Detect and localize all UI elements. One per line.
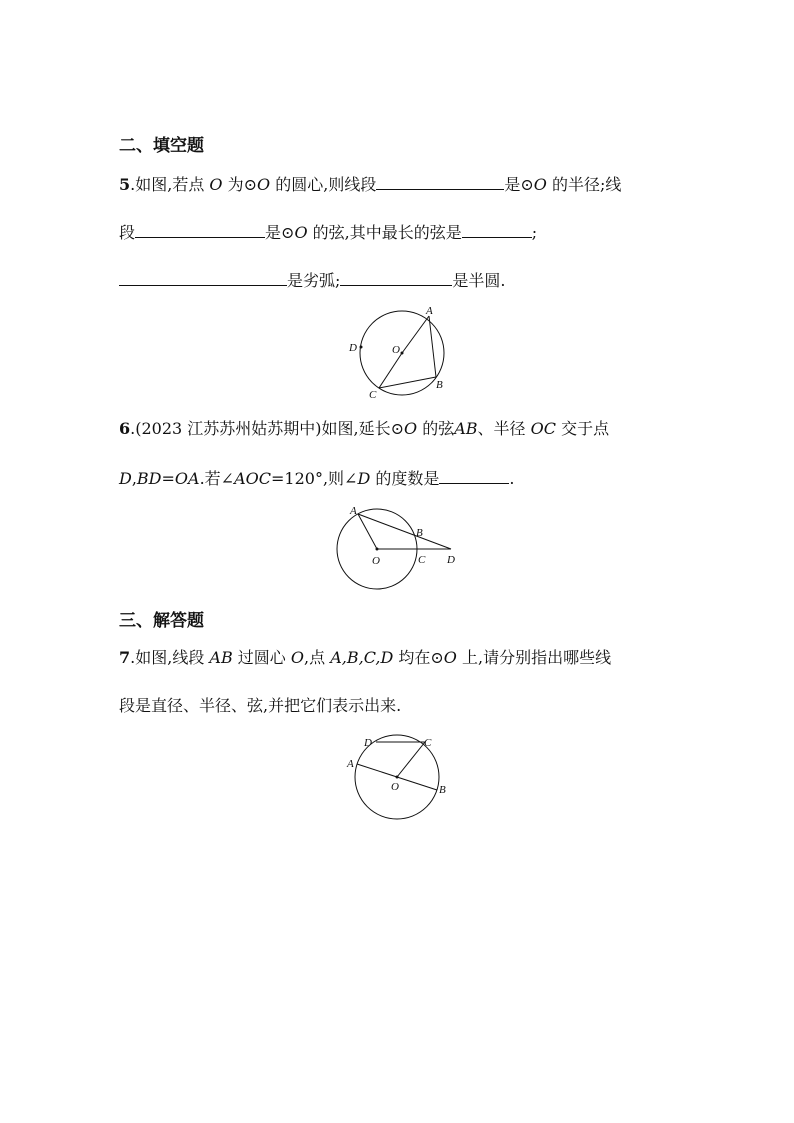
- q5-line-1: 5.如图,若点 O 为⊙O 的圆心,则线段 是⊙O 的半径;线: [119, 175, 622, 194]
- q5-number: 5: [119, 175, 131, 194]
- q6-label-b: B: [416, 527, 423, 539]
- q6-line-1: 6.(2023 江苏苏州姑苏期中)如图,延长⊙O 的弦AB、半径 OC 交于点: [119, 419, 610, 438]
- q5-blank-chords[interactable]: [135, 221, 265, 238]
- q7-label-a: A: [347, 758, 354, 770]
- q6-blank-angle-d[interactable]: [439, 467, 509, 484]
- q6-circle-figure: [330, 500, 465, 596]
- q6-label-d: D: [447, 554, 455, 566]
- q5-label-b: B: [436, 379, 443, 391]
- q5-label-a: A: [426, 305, 433, 317]
- q5-blank-radius[interactable]: [376, 173, 504, 190]
- q7-label-c: C: [424, 737, 432, 749]
- q7-circle-figure: [340, 730, 455, 825]
- section-title-solve: 三、解答题: [119, 611, 204, 631]
- q5-circle-figure: [340, 300, 460, 404]
- q7-line-1: 7.如图,线段 AB 过圆心 O,点 A,B,C,D 均在⊙O 上,请分别指出哪些线: [119, 648, 612, 667]
- q5-blank-minor-arc[interactable]: [119, 269, 287, 286]
- q6-label-c: C: [418, 554, 426, 566]
- q7-label-d: D: [364, 737, 372, 749]
- q7-number: 7: [119, 648, 131, 667]
- q6-label-o: O: [372, 555, 380, 567]
- q7-label-o: O: [391, 781, 399, 793]
- q6-label-a: A: [350, 505, 357, 517]
- q6-number: 6: [119, 419, 131, 438]
- q7-label-b: B: [439, 784, 446, 796]
- q5-label-c: C: [369, 389, 377, 401]
- q6-line-2: D,BD=OA.若∠AOC=120°,则∠D 的度数是 .: [119, 469, 515, 488]
- q5-blank-longest-chord[interactable]: [462, 221, 532, 238]
- q5-label-d: D: [349, 342, 357, 354]
- q7-line-2: 段是直径、半径、弦,并把它们表示出来.: [119, 696, 402, 715]
- q5-label-o: O: [392, 344, 400, 356]
- q5-line-3: 是劣弧; 是半圆.: [119, 269, 506, 291]
- section-title-fill-blank: 二、填空题: [119, 136, 204, 156]
- q5-line-2: 段 是⊙O 的弦,其中最长的弦是 ;: [119, 223, 538, 242]
- q5-blank-semicircle[interactable]: [340, 269, 452, 286]
